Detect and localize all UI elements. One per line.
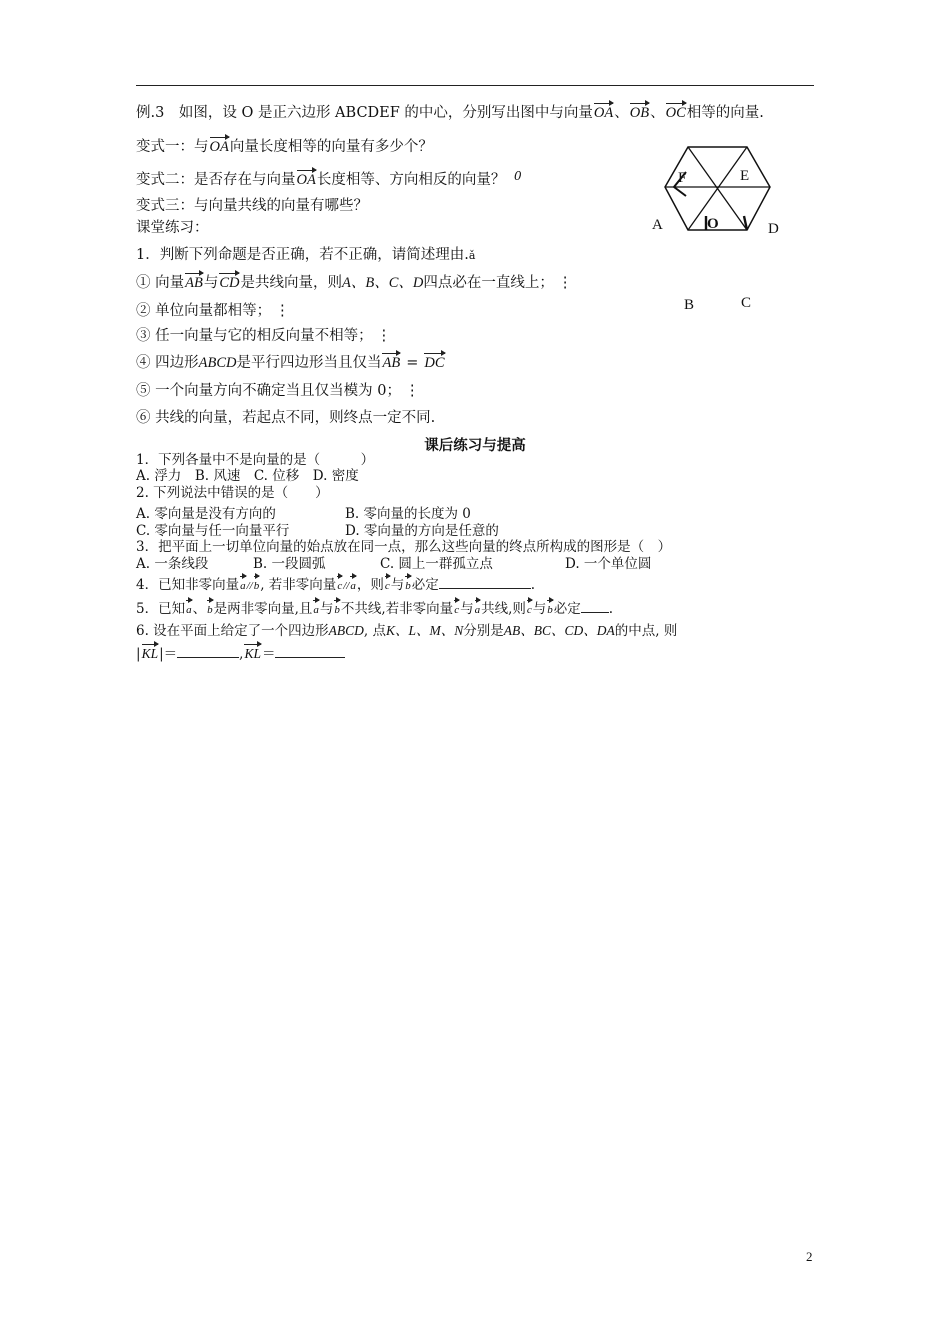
q5-a: 5．已知 bbox=[136, 601, 186, 617]
q4-e: 必定 bbox=[411, 577, 439, 593]
vector-a: a bbox=[185, 601, 193, 619]
item-1-b: 与 bbox=[203, 275, 219, 291]
hw-question-5 bbox=[136, 600, 613, 619]
q6-d: 的中点, 则 bbox=[614, 623, 678, 639]
comma: , bbox=[239, 646, 244, 662]
q4-end: . bbox=[530, 577, 536, 593]
vector-oc: OC bbox=[665, 105, 686, 121]
item-2-text: ② 单位向量都相等； bbox=[136, 303, 272, 319]
stray-zero: 0 bbox=[513, 169, 522, 183]
q5-c: 与 bbox=[319, 601, 334, 617]
abs-bar: | bbox=[136, 646, 141, 662]
variant-1-prefix: 变式一：与 bbox=[136, 139, 209, 155]
q6-c: 分别是 bbox=[463, 623, 504, 639]
hw-question-1: 1．下列各量中不是向量的是（ ） bbox=[136, 452, 375, 468]
point-names: A、B、C、D bbox=[341, 275, 424, 291]
vertex-label-f: F bbox=[678, 170, 687, 186]
stray-mark: ǎ bbox=[468, 249, 476, 262]
item-4-b: 是平行四边形当且仅当 bbox=[236, 355, 382, 371]
vector-c: c bbox=[336, 577, 343, 595]
q5-end: . bbox=[608, 601, 614, 617]
section-title: 课后练习与提高 bbox=[424, 437, 526, 454]
example-3 bbox=[136, 104, 764, 122]
stray-mark: ⋮ bbox=[275, 303, 290, 319]
item-1-c: 是共线向量，则 bbox=[240, 275, 342, 291]
item-6: ⑥ 共线的向量，若起点不同，则终点一定不同. bbox=[136, 410, 436, 426]
vector-c: c bbox=[526, 601, 533, 619]
q4-a: 4．已知非零向量 bbox=[136, 577, 240, 593]
q5-g: 与 bbox=[532, 601, 547, 617]
parallel-sign: // bbox=[343, 580, 350, 592]
answer-blank bbox=[275, 657, 345, 658]
variant-2-suffix: 长度相等、方向相反的向量？ bbox=[316, 172, 506, 188]
vector-b: b bbox=[546, 601, 554, 619]
vector-dc: DC bbox=[424, 355, 445, 371]
q5-d: 不共线,若非零向量 bbox=[340, 601, 454, 617]
vertex-label-d: D bbox=[768, 221, 779, 237]
parallel-sign: // bbox=[246, 580, 253, 592]
hw-question-2-option-a: A. 零向量是没有方向的 bbox=[136, 506, 276, 522]
hw-question-2-option-d: D. 零向量的方向是任意的 bbox=[345, 523, 499, 539]
q5-f: 共线,则 bbox=[481, 601, 526, 617]
item-3 bbox=[136, 327, 391, 345]
item-4-a: ④ 四边形 bbox=[136, 355, 199, 371]
example-3-suffix: 相等的向量. bbox=[686, 105, 764, 121]
vector-b: b bbox=[206, 601, 214, 619]
question-1 bbox=[136, 246, 475, 265]
q4-b: , 若非零向量 bbox=[260, 577, 337, 593]
hw-question-2-option-b: B. 零向量的长度为 0 bbox=[345, 506, 471, 522]
point-names: K、L、M、N bbox=[386, 623, 464, 638]
hw-question-1-options: A. 浮力 B. 风速 C. 位移 D. 密度 bbox=[136, 468, 359, 484]
vector-oa: OA bbox=[593, 105, 614, 121]
arrow-stem-icon bbox=[744, 216, 747, 230]
variant-1-suffix: 向量长度相等的向量有多少个？ bbox=[229, 139, 433, 155]
vector-ab: AB bbox=[185, 275, 203, 291]
answer-blank bbox=[439, 588, 531, 589]
segment-names: AB、BC、CD、DA bbox=[503, 623, 615, 638]
question-1-text: 1．判断下列命题是否正确，若不正确，请简述理由. bbox=[136, 247, 469, 263]
stray-mark: ⋮ bbox=[404, 383, 420, 399]
vector-kl: KL bbox=[244, 646, 261, 661]
q6-b: , 点 bbox=[363, 623, 387, 639]
abs-bar-equals: |＝ bbox=[159, 646, 178, 662]
variant-3: 变式三：与向量共线的向量有哪些？ bbox=[136, 198, 368, 214]
vertex-label-e: E bbox=[740, 168, 750, 184]
item-1-a: ① 向量 bbox=[136, 275, 185, 291]
vector-ab: AB bbox=[382, 355, 401, 371]
q4-d: 与 bbox=[390, 577, 405, 593]
stray-mark: ⋮ bbox=[557, 275, 573, 291]
q5-e: 与 bbox=[460, 601, 474, 617]
hw-question-3-option-d: D. 一个单位圆 bbox=[565, 556, 652, 572]
q5-h: 必定 bbox=[553, 601, 581, 617]
item-1-d: 四点必在一直线上； bbox=[423, 275, 554, 291]
vector-kl: KL bbox=[141, 646, 159, 661]
hw-question-2-option-c: C. 零向量与任一向量平行 bbox=[136, 523, 290, 539]
q5-b: 是两非零向量,且 bbox=[213, 601, 313, 617]
item-3-text: ③ 任一向量与它的相反向量不相等； bbox=[136, 328, 373, 344]
vector-oa: OA bbox=[296, 172, 316, 188]
example-3-prefix: 例.3 如图，设 O 是正六边形 ABCDEF 的中心，分别写出图中与向量 bbox=[136, 105, 593, 121]
item-4 bbox=[136, 354, 446, 372]
vertex-label-a: A bbox=[652, 217, 663, 233]
item-1 bbox=[136, 274, 572, 292]
hw-question-3-option-c: C. 圆上一群孤立点 bbox=[380, 556, 493, 572]
item-2 bbox=[136, 302, 290, 320]
quad-name: ABCD bbox=[328, 623, 364, 638]
top-rule bbox=[136, 85, 814, 86]
vector-b: b bbox=[253, 577, 261, 595]
answer-blank bbox=[177, 657, 239, 658]
vector-a: a bbox=[312, 601, 320, 619]
vector-cd: CD bbox=[219, 275, 240, 291]
class-practice-heading: 课堂练习： bbox=[136, 220, 209, 236]
vertex-label-c: C bbox=[741, 295, 752, 311]
vector-b: b bbox=[333, 601, 341, 619]
vector-ob: OB bbox=[629, 105, 650, 121]
answer-blank bbox=[581, 612, 609, 613]
hw-question-3-option-a: A. 一条线段 bbox=[136, 556, 209, 572]
vertex-label-b: B bbox=[684, 297, 695, 313]
q4-c: ，则 bbox=[356, 577, 384, 593]
equals-sign: ＝ bbox=[261, 646, 276, 662]
hw-question-3: 3．把平面上一切单位向量的始点放在同一点，那么这些向量的终点所构成的图形是（ ） bbox=[136, 539, 672, 555]
item-5-text: ⑤ 一个向量方向不确定当且仅当模为 0； bbox=[136, 383, 401, 399]
hw-question-2: 2. 下列说法中错误的是（ ） bbox=[136, 485, 329, 501]
vector-a: a bbox=[239, 577, 247, 595]
vector-c: c bbox=[384, 577, 391, 595]
hw-question-4 bbox=[136, 576, 535, 595]
vector-b: b bbox=[404, 577, 412, 595]
vector-oa: OA bbox=[209, 139, 229, 155]
center-label-o: O bbox=[707, 216, 719, 232]
sep: 、 bbox=[614, 105, 629, 121]
item-5 bbox=[136, 382, 419, 400]
hw-question-6 bbox=[136, 622, 677, 640]
quad-name: ABCD bbox=[198, 355, 237, 371]
sep: 、 bbox=[192, 601, 207, 617]
page-number: 2 bbox=[806, 1249, 813, 1264]
vector-a: a bbox=[474, 601, 482, 619]
hw-question-6-answer bbox=[136, 645, 345, 663]
stray-mark: ⋮ bbox=[376, 328, 392, 344]
variant-2-prefix: 变式二：是否存在与向量 bbox=[136, 172, 296, 188]
q6-a: 6. 设在平面上给定了一个四边形 bbox=[136, 623, 329, 639]
equals-sign: = bbox=[406, 355, 419, 371]
hexagon-diagram bbox=[660, 140, 780, 240]
hw-question-3-option-b: B. 一段圆弧 bbox=[253, 556, 326, 572]
vector-c: c bbox=[453, 601, 460, 619]
variant-1 bbox=[136, 138, 433, 156]
vector-a: a bbox=[349, 577, 357, 595]
variant-2 bbox=[136, 171, 522, 189]
sep: 、 bbox=[650, 105, 665, 121]
